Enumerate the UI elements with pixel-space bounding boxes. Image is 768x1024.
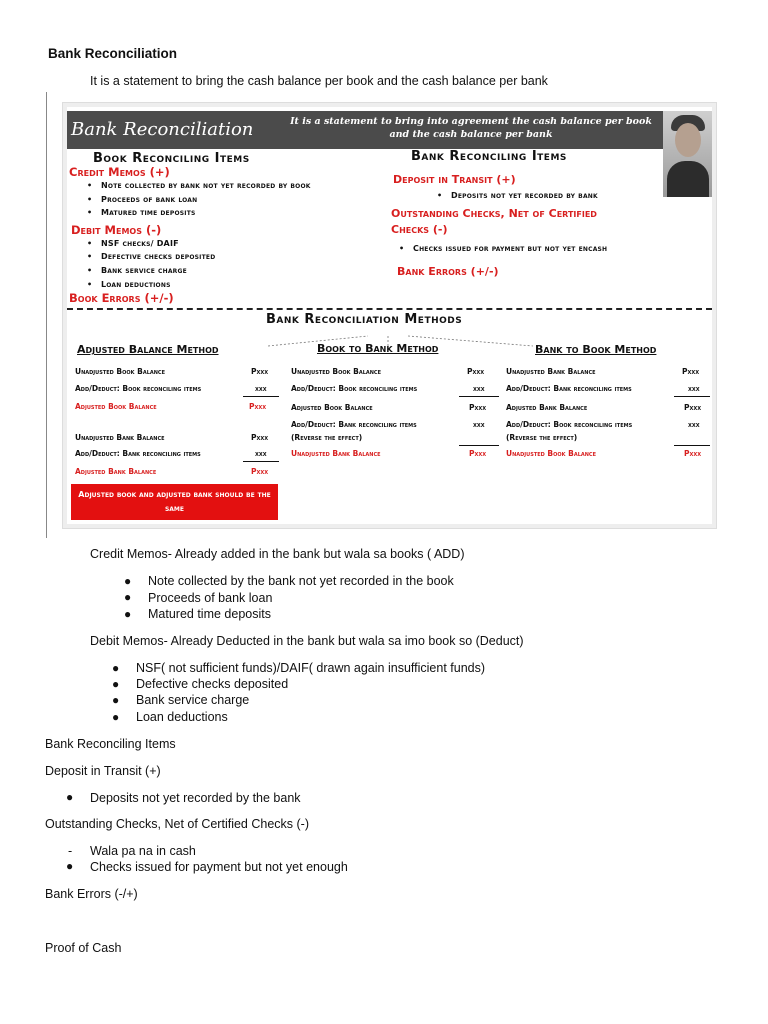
slide-subtitle: It is a statement to bring into agreement the cash balance per book and the cash balance per bank [290, 116, 652, 140]
method3-row-label: Add/Deduct: Book reconciling items [506, 420, 633, 429]
debit-item: • Defective checks deposited [87, 252, 215, 261]
credit-note-item: Note collected by the bank not yet recorded in the book [148, 574, 454, 588]
book-items-heading: Book Reconciling Items [93, 151, 250, 166]
underline [459, 445, 499, 446]
method1-row-value: Pxxx [251, 467, 269, 476]
proof-of-cash: Proof of Cash [45, 941, 122, 955]
method1-row-value: Pxxx [251, 433, 269, 442]
bullet: ● [124, 574, 132, 588]
bank-errors: Bank Errors (+/-) [397, 265, 499, 278]
doc-intro: It is a statement to bring the cash balance per book and the cash balance per bank [90, 74, 548, 88]
deposit-transit-heading: Deposit in Transit (+) [393, 173, 516, 186]
method1-row-label: Unadjusted Book Balance [75, 367, 166, 376]
bullet: ● [124, 590, 132, 604]
debit-note-item: NSF( not sufficient funds)/DAIF( drawn again insufficient funds) [136, 661, 486, 675]
bank-errors-note: Bank Errors (-/+) [45, 887, 138, 901]
method3-row-value: xxx [688, 420, 700, 429]
method3-row-label: Add/Deduct: Bank reconciling items [506, 384, 632, 393]
method2-row-label: Add/Deduct: Bank reconciling items [291, 420, 417, 429]
credit-note-item: Matured time deposits [148, 607, 271, 621]
bullet: ● [112, 661, 120, 675]
bank-items-note: Bank Reconciling Items [45, 737, 176, 751]
method1-row-label: Adjusted Bank Balance [75, 467, 157, 476]
method1-row-label: Add/Deduct: Bank reconciling items [75, 449, 201, 458]
credit-memos-note: Credit Memos- Already added in the bank but wala sa books ( ADD) [90, 547, 465, 561]
underline [674, 396, 710, 397]
method3-row-value: xxx [688, 384, 700, 393]
method3-row-value: Pxxx [684, 449, 702, 458]
credit-memos-heading: Credit Memos (+) [69, 165, 170, 179]
slide-title: Bank Reconciliation [71, 119, 254, 140]
method3-row-label: Unadjusted Bank Balance [506, 367, 596, 376]
method1-row-value: Pxxx [249, 402, 267, 411]
method1-row-value: Pxxx [251, 367, 269, 376]
slide-image [62, 102, 717, 529]
underline [459, 396, 499, 397]
method3-row-label: Adjusted Bank Balance [506, 403, 588, 412]
method2-row-label: Adjusted Book Balance [291, 403, 373, 412]
method2-row-value: Pxxx [467, 367, 485, 376]
outstanding-note-item: Checks issued for payment but not yet enough [90, 860, 348, 874]
outstanding-item: • Checks issued for payment but not yet encash [399, 244, 607, 253]
debit-item: • NSF checks/ DAIF [87, 239, 179, 248]
method1-row-label: Unadjusted Bank Balance [75, 433, 165, 442]
deposit-item: • Deposits not yet recorded by bank [437, 191, 598, 200]
method2-row-value: xxx [473, 420, 485, 429]
deposit-transit-note: Deposit in Transit (+) [45, 764, 161, 778]
doc-title: Bank Reconciliation [48, 46, 178, 61]
outstanding-note-item: Wala pa na in cash [90, 844, 196, 858]
outstanding-heading-2: Checks (-) [391, 223, 448, 236]
method2-row-label: (Reverse the effect) [291, 433, 363, 442]
underline [243, 396, 279, 397]
method1-row-value: xxx [255, 449, 267, 458]
credit-item: • Proceeds of bank loan [87, 195, 197, 204]
credit-item: • Matured time deposits [87, 208, 196, 217]
bullet: ● [66, 859, 74, 873]
debit-note-item: Loan deductions [136, 710, 228, 724]
bullet: ● [124, 607, 132, 621]
deposit-note-item: Deposits not yet recorded by the bank [90, 791, 301, 805]
debit-note-item: Bank service charge [136, 693, 250, 707]
method2-row-value: Pxxx [469, 403, 487, 412]
debit-memos-heading: Debit Memos (-) [71, 223, 162, 237]
method1-note: Adjusted book and adjusted bank should be the same [71, 484, 278, 520]
outstanding-note: Outstanding Checks, Net of Certified Checks (-) [45, 817, 309, 831]
credit-item: • Note collected by bank not yet recorded by book [87, 181, 311, 190]
method1-row-label: Add/Deduct: Book reconciling items [75, 384, 202, 393]
debit-item: • Loan deductions [87, 280, 171, 289]
method3-row-value: Pxxx [682, 367, 700, 376]
method2-row-value: Pxxx [469, 449, 487, 458]
method1-row-value: xxx [255, 384, 267, 393]
bullet: ● [112, 677, 120, 691]
debit-note-item: Defective checks deposited [136, 677, 289, 691]
margin-line [46, 92, 47, 538]
debit-memos-note: Debit Memos- Already Deducted in the bank but wala sa imo book so (Deduct) [90, 634, 524, 648]
outstanding-heading-1: Outstanding Checks, Net of Certified [391, 207, 597, 220]
method3-row-label: Unadjusted Book Balance [506, 449, 597, 458]
bullet: ● [112, 693, 120, 707]
book-errors: Book Errors (+/-) [69, 291, 174, 305]
method2-row-label: Unadjusted Bank Balance [291, 449, 381, 458]
method-arrows [63, 103, 716, 363]
dash-marker: - [68, 844, 73, 858]
bullet: ● [112, 710, 120, 724]
method2-row-value: xxx [473, 384, 485, 393]
method2-row-label: Add/Deduct: Book reconciling items [291, 384, 418, 393]
debit-item: • Bank service charge [87, 266, 187, 275]
bullet: ● [66, 790, 74, 804]
credit-note-item: Proceeds of bank loan [148, 591, 273, 605]
method2-row-label: Unadjusted Book Balance [291, 367, 382, 376]
method3-title: Bank to Book Method [535, 343, 657, 356]
method3-row-label: (Reverse the effect) [506, 433, 578, 442]
methods-heading: Bank Reconciliation Methods [266, 312, 463, 327]
bank-items-heading: Bank Reconciling Items [411, 149, 567, 164]
method2-title: Book to Bank Method [317, 342, 439, 355]
underline [243, 461, 279, 462]
method1-title: Adjusted Balance Method [77, 343, 219, 356]
underline [674, 445, 710, 446]
method1-row-label: Adjusted Book Balance [75, 402, 157, 411]
method3-row-value: Pxxx [684, 403, 702, 412]
